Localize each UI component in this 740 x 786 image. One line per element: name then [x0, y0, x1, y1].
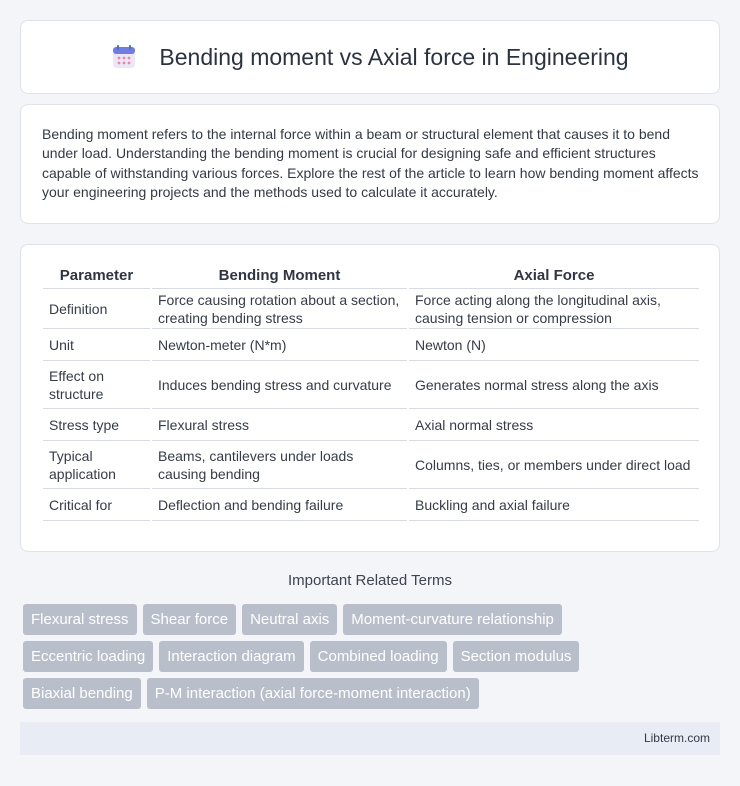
tag-flexural-stress[interactable]: Flexural stress	[23, 604, 137, 635]
tag-row	[23, 678, 723, 709]
comparison-table-card	[20, 244, 720, 552]
tag-p-m-interaction[interactable]: P-M interaction (axial force-moment interaction)	[147, 678, 479, 709]
table-row	[43, 441, 699, 489]
table-row	[43, 409, 699, 441]
intro-paragraph: Bending moment refers to the internal force within a beam or structural element that causes it to bend under load. Understanding the bending moment is crucial for designing safe and efficient structures capable of withstanding various forces. Explore the rest of the article to learn how bending moment affects your engineering projects and the methods used to calculate it accurately.	[42, 126, 699, 200]
table-row	[43, 361, 699, 409]
tag-shear-force[interactable]: Shear force	[143, 604, 237, 635]
table-cell: Flexural stress	[152, 409, 407, 441]
table-header-row	[43, 267, 699, 289]
related-terms-title: Important Related Terms	[288, 572, 452, 589]
tag-combined-loading[interactable]: Combined loading	[310, 641, 447, 672]
title-card	[20, 20, 720, 94]
table-cell: Axial normal stress	[409, 409, 699, 441]
tag-eccentric-loading[interactable]: Eccentric loading	[23, 641, 153, 672]
tag-section-modulus[interactable]: Section modulus	[453, 641, 580, 672]
footer	[20, 722, 720, 755]
header-bending-moment: Bending Moment	[152, 267, 407, 289]
table-cell: Unit	[43, 329, 150, 361]
table-cell: Stress type	[43, 409, 150, 441]
header-parameter: Parameter	[43, 267, 150, 289]
calendar-icon	[111, 44, 137, 70]
tag-moment-curvature-relationship[interactable]: Moment-curvature relationship	[343, 604, 562, 635]
table-row	[43, 289, 699, 329]
table-cell: Force acting along the longitudinal axis, causing tension or compression	[409, 289, 699, 329]
table-row	[43, 489, 699, 521]
table-cell: Buckling and axial failure	[409, 489, 699, 521]
tag-neutral-axis[interactable]: Neutral axis	[242, 604, 337, 635]
table-cell: Typical application	[43, 441, 150, 489]
related-terms-tags	[23, 604, 723, 715]
table-cell: Definition	[43, 289, 150, 329]
table-cell: Critical for	[43, 489, 150, 521]
table-cell: Induces bending stress and curvature	[152, 361, 407, 409]
page-title: Bending moment vs Axial force in Engineering	[159, 43, 629, 70]
footer-brand[interactable]: Libterm.com	[643, 731, 710, 745]
tag-row	[23, 641, 723, 672]
table-cell: Deflection and bending failure	[152, 489, 407, 521]
table-cell: Effect on structure	[43, 361, 150, 409]
tag-row	[23, 604, 723, 635]
table-cell: Newton-meter (N*m)	[152, 329, 407, 361]
table-cell: Columns, ties, or members under direct load	[409, 441, 699, 489]
table-cell: Beams, cantilevers under loads causing bending	[152, 441, 407, 489]
comparison-table	[43, 267, 699, 521]
tag-biaxial-bending[interactable]: Biaxial bending	[23, 678, 141, 709]
table-cell: Force causing rotation about a section, creating bending stress	[152, 289, 407, 329]
intro-card	[20, 104, 720, 224]
tag-interaction-diagram[interactable]: Interaction diagram	[159, 641, 303, 672]
table-row	[43, 329, 699, 361]
header-axial-force: Axial Force	[409, 267, 699, 289]
table-cell: Generates normal stress along the axis	[409, 361, 699, 409]
table-cell: Newton (N)	[409, 329, 699, 361]
